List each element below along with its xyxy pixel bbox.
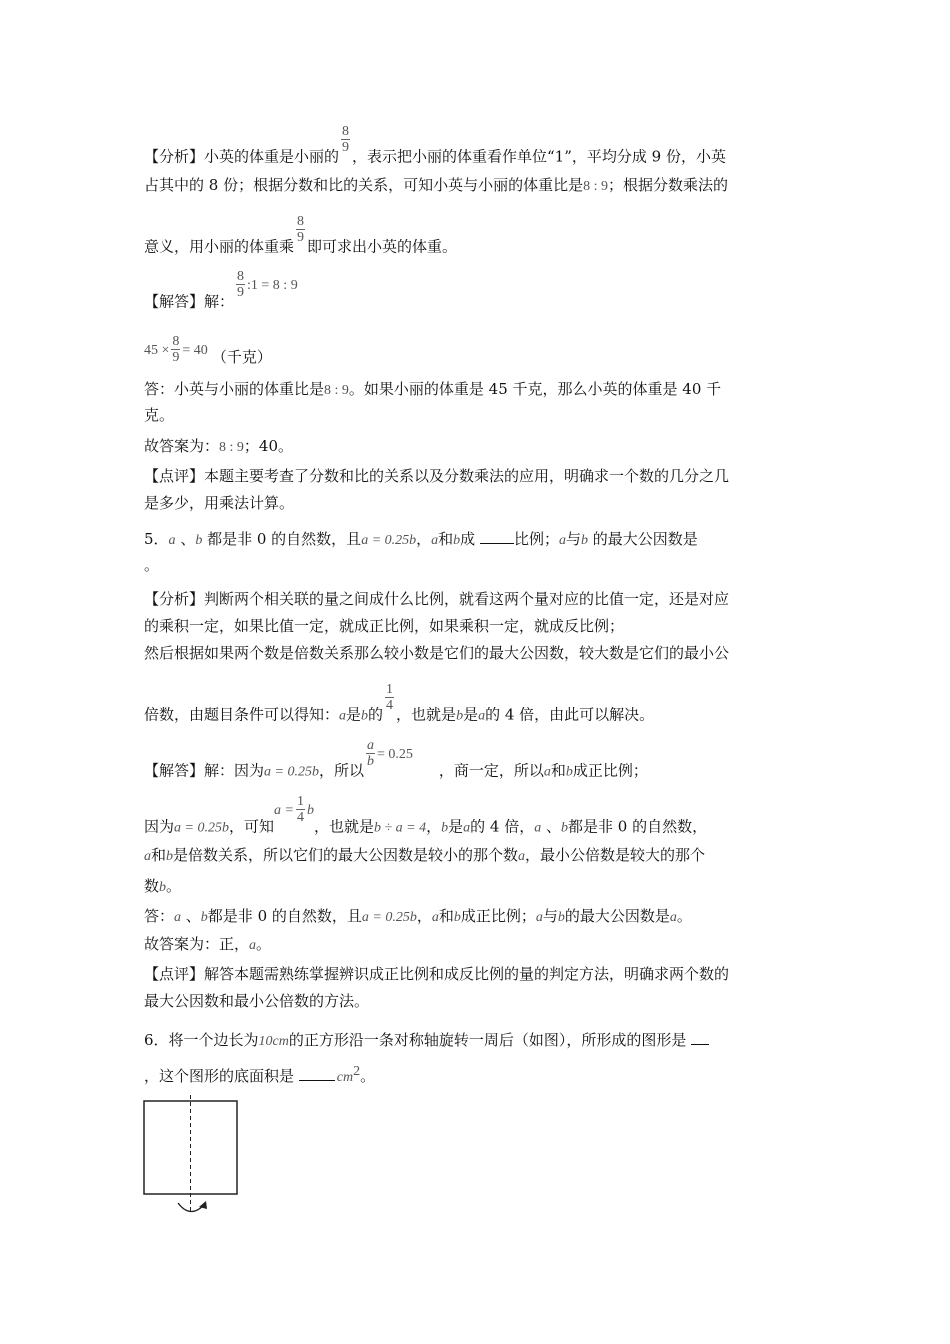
q5-solution-3: a和b是倍数关系，所以它们的最大公因数是较小的那个数a，最小公倍数是较大的那个 xyxy=(144,846,706,864)
q5-analysis-3: 然后根据如果两个数是倍数关系那么较小数是它们的最大公因数，较大数是它们的最小公 xyxy=(144,644,730,662)
comment-line-2: 是多少，用乘法计算。 xyxy=(144,494,295,512)
q5-solution-4: 数b。 xyxy=(144,877,182,895)
answer-blank[interactable] xyxy=(691,1030,709,1045)
solution-line-2: 45 × $\frac{8}{9}$ = 40 （千克） xyxy=(144,334,272,366)
answer-blank[interactable] xyxy=(299,1066,335,1081)
fraction: $\frac{8}{9}$ xyxy=(297,214,305,245)
fraction: $\frac{8}{9}$ xyxy=(342,124,350,155)
comment-line-1: 【点评】本题主要考查了分数和比的关系以及分数乘法的应用，明确求一个数的几分之几 xyxy=(144,467,730,485)
q5-solution-2: 因为a = 0.25b，可知a = $\frac{1}{4}$ b，也就是b ÷ a = 4，b是a的 4 倍，a 、b都是非 0 的自然数， xyxy=(144,794,708,836)
text: 【分析】小英的体重是小丽的 xyxy=(144,147,340,166)
q5-solution-1: 【解答】解：因为a = 0.25b，所以 $\frac{a}{b}$ = 0.25，商一定，所以a和b成正比例； xyxy=(144,738,648,780)
analysis-line-1 xyxy=(144,124,726,173)
question-5: 5．a 、b 都是非 0 的自然数，且a = 0.25b，a和b成 比例；a与b 的最大公因数是 xyxy=(144,530,698,548)
equation: :1 = 8 : 9 xyxy=(247,277,298,293)
q5-comment-2: 最大公因数和最小公倍数的方法。 xyxy=(144,992,370,1010)
text: ，表示把小丽的体重看作单位“1”，平均分成 9 份，小英 xyxy=(352,147,726,166)
q5-analysis-4: 倍数，由题目条件可以得知：a是b的 $\frac{1}{4}$ ，也就是b是a的 4 倍，由此可以解决。 xyxy=(144,682,655,724)
final-answer: 故答案为：8 : 9；40。 xyxy=(144,437,293,455)
q5-comment-1: 【点评】解答本题需熟练掌握辨识成正比例和成反比例的量的判定方法，明确求两个数的 xyxy=(144,965,730,983)
q5-analysis-1: 【分析】判断两个相关联的量之间成什么比例，就看这两个量对应的比值一定，还是对应 xyxy=(144,590,730,608)
analysis-line-2: 占其中的 8 份；根据分数和比的关系，可知小英与小丽的体重比是8 : 9；根据分数乘法的 xyxy=(144,176,728,194)
ratio: 8 : 9 xyxy=(583,179,608,194)
q5-analysis-2: 的乘积一定，如果比值一定，就成正比例，如果乘积一定，就成反比例； xyxy=(144,617,625,635)
answer-line-1: 答：小英与小丽的体重比是8 : 9。如果小丽的体重是 45 千克，那么小英的体重是 40 千 xyxy=(144,380,722,398)
answer-line-2: 克。 xyxy=(144,406,175,424)
question-5-end: 。 xyxy=(144,556,160,574)
q5-answer: 答：a 、b都是非 0 的自然数，且a = 0.25b，a和b成正比例；a与b的最大公因数是a。 xyxy=(144,907,692,925)
answer-blank[interactable] xyxy=(480,529,514,544)
q5-final-answer: 故答案为：正，a。 xyxy=(144,935,272,953)
question-6-line-2: ，这个图形的底面积是 $cm^2$。 xyxy=(144,1064,376,1085)
solution-line-1: 【解答】解： $\frac{8}{9}$ :1 = 8 : 9 xyxy=(144,269,298,311)
fraction: $\frac{8}{9}$ xyxy=(237,269,245,300)
rotation-square-figure xyxy=(140,1095,245,1220)
question-6: 6．将一个边长为10cm的正方形沿一条对称轴旋转一周后（如图），所形成的图形是 xyxy=(144,1030,709,1052)
analysis-line-3: 意义，用小丽的体重乘 $\frac{8}{9}$ 即可求出小英的体重。 xyxy=(144,214,458,256)
